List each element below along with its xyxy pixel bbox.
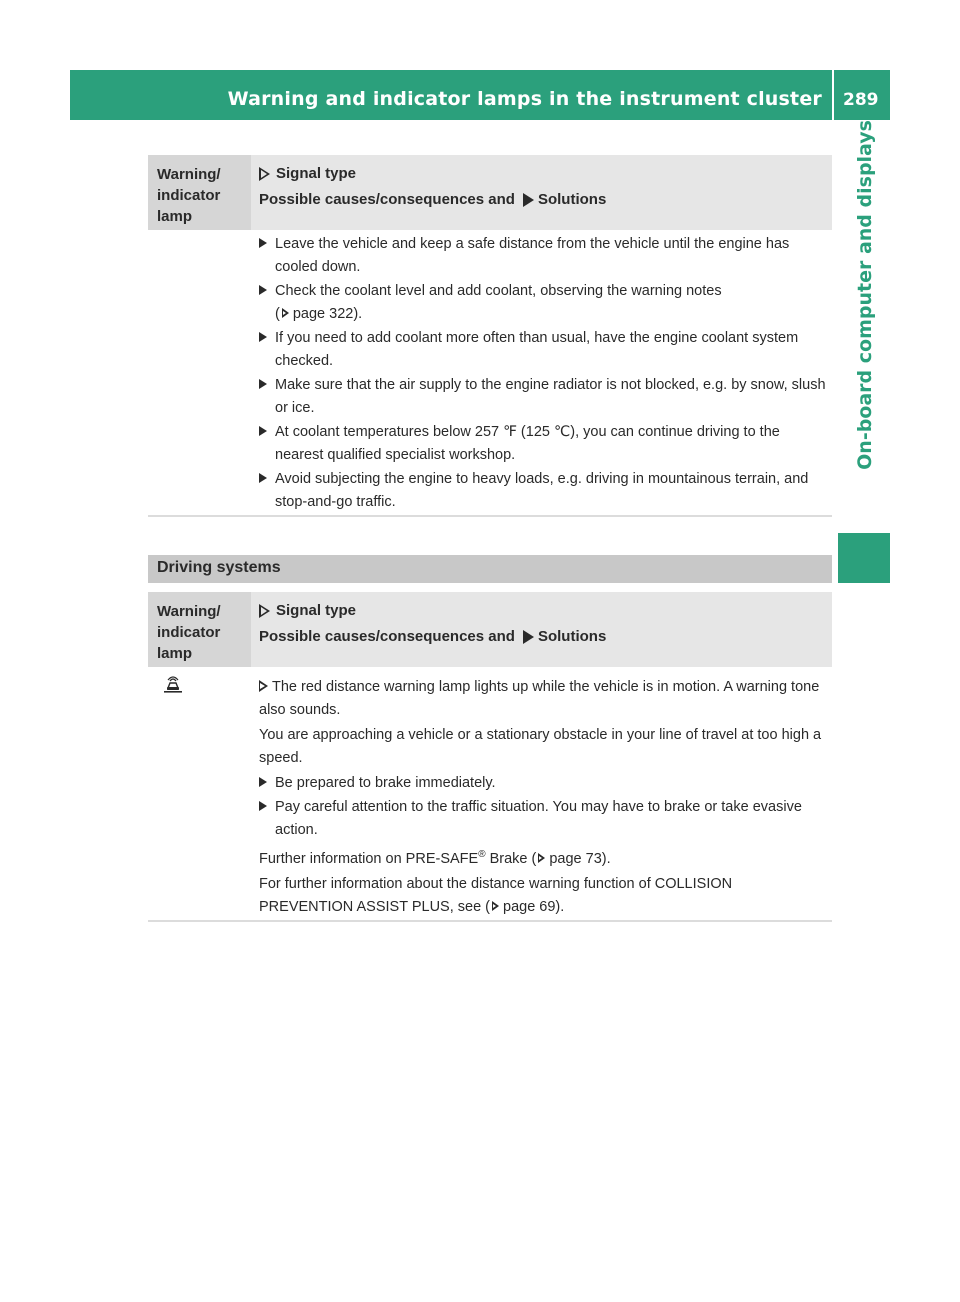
list-item: At coolant temperatures below 257 ℉ (125 ℃), you can continue driving to the nearest qualified specialist workshop.: [259, 421, 829, 467]
bullet-arrow-icon: [259, 426, 267, 436]
distance-warning-icon: [163, 676, 183, 694]
list-item: Be prepared to brake immediately.: [259, 772, 829, 795]
table-header: [148, 592, 832, 667]
bullet-arrow-icon: [259, 801, 267, 811]
solutions-label: Solutions: [537, 191, 607, 208]
lamp-column-label: Warning/ indicator lamp: [157, 603, 221, 662]
bullet-arrow-icon: [259, 238, 267, 248]
page-reference-icon: [492, 901, 499, 911]
table1-content: [259, 233, 829, 515]
list-item: If you need to add coolant more often than usual, have the engine coolant system checked.: [259, 327, 829, 373]
table2-content: [259, 676, 829, 921]
causes-label: Possible causes/consequences and: [259, 191, 515, 208]
bullet-arrow-icon: [259, 285, 267, 295]
cause-paragraph: You are approaching a vehicle or a stationary obstacle in your line of travel at too high a speed.: [259, 727, 822, 766]
solution-arrow-icon: [523, 630, 534, 644]
signal-triangle-icon: [259, 167, 270, 181]
further-info-collision: For further information about the distance warning function of COLLISION PREVENTION ASSIST PLUS, see ( page 69).: [259, 875, 733, 915]
signal-triangle-icon: [259, 604, 270, 618]
bullet-arrow-icon: [259, 777, 267, 787]
solution-arrow-icon: [523, 193, 534, 207]
page-number-box: [834, 70, 890, 120]
page-number: 289: [843, 90, 879, 110]
table-header: [148, 155, 832, 230]
table-divider: [148, 920, 832, 922]
signal-type-heading: [259, 602, 356, 619]
signal-triangle-icon: [259, 680, 268, 692]
section-header: [148, 555, 832, 583]
signal-type-label: Signal type: [276, 602, 357, 619]
page-reference-icon: [282, 308, 289, 318]
page-reference-link[interactable]: page 69).: [503, 898, 565, 915]
list-item: Avoid subjecting the engine to heavy loads, e.g. driving in mountainous terrain, and stop-and-go traffic.: [259, 468, 829, 514]
signal-type-heading: [259, 165, 356, 182]
chapter-side-tab: [838, 120, 890, 516]
page-title: Warning and indicator lamps in the instrument cluster: [227, 88, 822, 110]
section-title: Driving systems: [157, 559, 281, 576]
lamp-column-header: [148, 155, 251, 230]
bullet-arrow-icon: [259, 332, 267, 342]
bullet-arrow-icon: [259, 473, 267, 483]
lamp-column-label: Warning/ indicator lamp: [157, 166, 221, 225]
table-divider: [148, 515, 832, 517]
lamp-column-header: [148, 592, 251, 667]
list-item: Make sure that the air supply to the engine radiator is not blocked, e.g. by snow, slush or ice.: [259, 374, 829, 420]
bullet-arrow-icon: [259, 379, 267, 389]
signal-type-label: Signal type: [276, 165, 357, 182]
causes-heading: [259, 191, 606, 208]
solutions-label: Solutions: [537, 628, 607, 645]
signal-description: The red distance warning lamp lights up while the vehicle is in motion. A warning tone also sounds.: [259, 679, 820, 718]
page-reference-link[interactable]: page 73).: [549, 850, 611, 867]
list-item: Check the coolant level and add coolant, observing the warning notes ( page 322).: [259, 280, 829, 326]
causes-label: Possible causes/consequences and: [259, 628, 515, 645]
page-header: [70, 70, 832, 120]
chapter-title: On-board computer and displays: [854, 120, 876, 470]
list-item: Pay careful attention to the traffic situation. You may have to brake or take evasive action.: [259, 796, 829, 842]
page-reference-link[interactable]: page 322).: [292, 306, 363, 322]
chapter-marker-block: [838, 533, 890, 583]
list-item: Leave the vehicle and keep a safe distance from the vehicle until the engine has cooled down.: [259, 233, 829, 279]
page-reference-icon: [538, 853, 545, 863]
further-info-presafe: Further information on PRE-SAFE® Brake ( page 73).: [259, 849, 611, 867]
causes-heading: [259, 628, 606, 645]
